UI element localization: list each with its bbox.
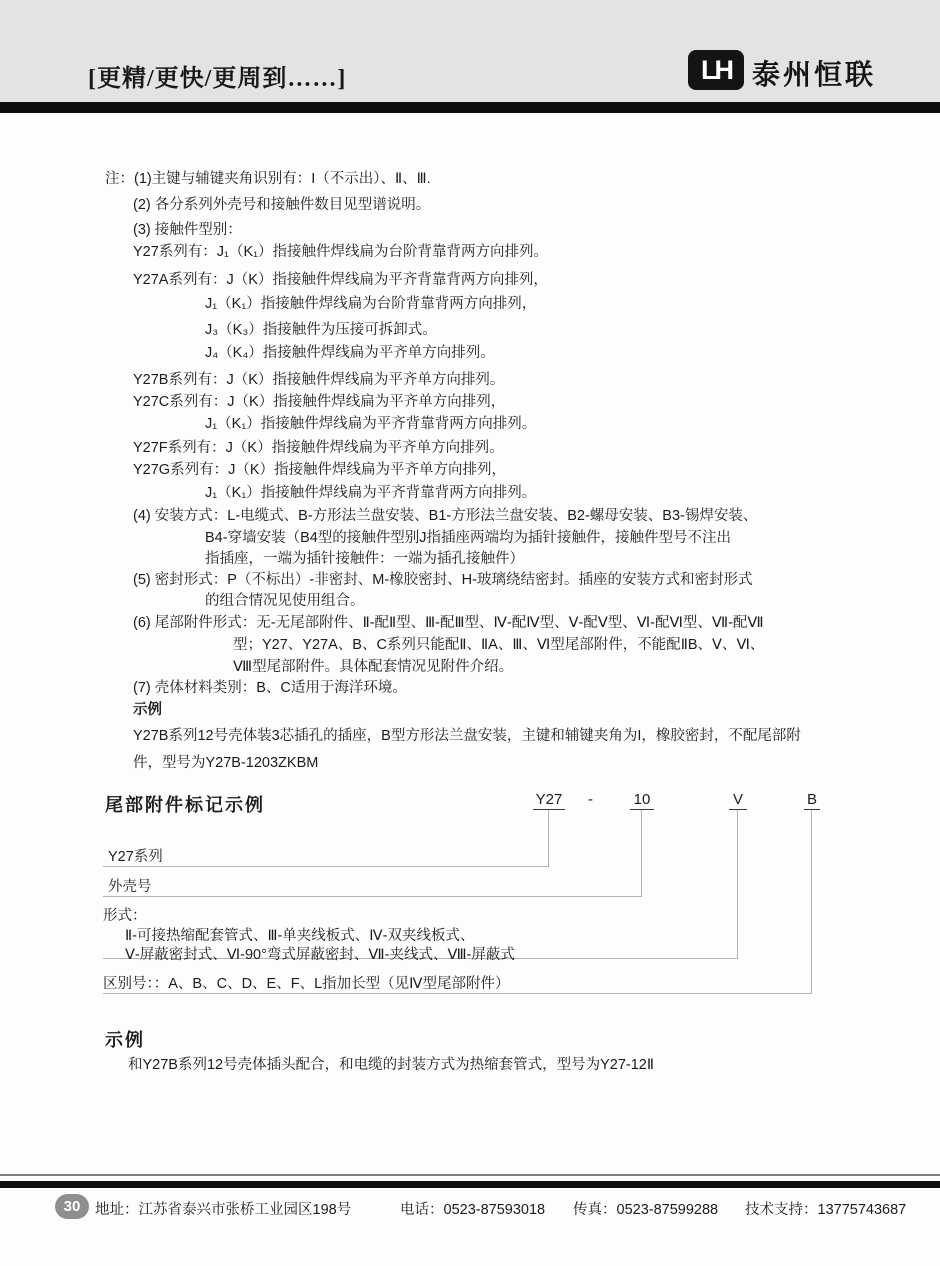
diagram-label-shell: 外壳号 — [108, 879, 152, 895]
note-line: (6) 尾部附件形式：无-无尾部附件、Ⅱ-配Ⅱ型、Ⅲ-配Ⅲ型、Ⅳ-配Ⅳ型、Ⅴ-配Ⅴ型、Ⅵ-配Ⅵ型、Ⅶ-配Ⅶ — [133, 615, 764, 631]
note-line: (3) 接触件型别： — [133, 222, 242, 238]
connector-line-series — [103, 866, 549, 867]
header-slogan: [更精/更快/更周到……] — [88, 66, 347, 92]
diagram-label-form-title: 形式： — [103, 908, 147, 924]
note-example-heading: 示例 — [133, 702, 162, 718]
note-line: J₄（K₄）指接触件焊线扁为平齐单方向排列。 — [205, 345, 495, 361]
note-line: Y27C系列有：J（K）指接触件焊线扁为平齐单方向排列， — [133, 394, 506, 410]
code-shell: 10 — [630, 791, 654, 810]
company-brand-name: 泰州恒联 — [752, 59, 877, 90]
note-line: (7) 壳体材料类别：B、C适用于海洋环境。 — [133, 680, 407, 696]
footer-fax: 传真：0523-87599288 — [573, 1202, 719, 1218]
connector-line-series — [548, 810, 549, 866]
diagram-label-series: Y27系列 — [108, 849, 163, 865]
note-line: Y27A系列有：J（K）指接触件焊线扁为平齐背靠背两方向排列， — [133, 272, 548, 288]
note-line: J₃（K₃）指接触件为压接可拆卸式。 — [205, 322, 437, 338]
footer-address: 地址：江苏省泰兴市张桥工业园区198号 — [95, 1202, 352, 1218]
note-line: Ⅷ型尾部附件。具体配套情况见附件介绍。 — [233, 659, 514, 675]
note-line: B4-穿墙安装（B4型的接触件型别J指插座两端均为插针接触件，接触件型号不注出 — [205, 530, 732, 546]
note-line: (4) 安装方式：L-电缆式、B-方形法兰盘安装、B1-方形法兰盘安装、B2-螺母安装、B3-锡焊安装、 — [133, 508, 758, 524]
note-line: 的组合情况见使用组合。 — [205, 593, 365, 609]
code-dash: - — [588, 791, 593, 808]
note-line: J₁（K₁）指接触件焊线扁为平齐背靠背两方向排列。 — [205, 485, 537, 501]
note-line: 指插座，一端为插针接触件：一端为插孔接触件） — [205, 551, 524, 567]
footer-phone: 电话：0523-87593018 — [400, 1202, 546, 1218]
note-line: (2) 各分系列外壳号和接触件数目见型谱说明。 — [133, 197, 431, 213]
connector-line-shell — [641, 810, 642, 896]
diagram-label-form-options: Ⅴ-屏蔽密封式、Ⅵ-90°弯式屏蔽密封、Ⅶ-夹线式、Ⅷ-屏蔽式 — [125, 947, 515, 963]
diagram-label-form-options: Ⅱ-可接热缩配套管式、Ⅲ-单夹线板式、Ⅳ-双夹线板式、 — [125, 928, 475, 944]
example-title: 示例 — [105, 1030, 145, 1050]
code-form: V — [729, 791, 747, 810]
footer-thin-rule — [0, 1174, 940, 1176]
page-number-badge: 30 — [55, 1194, 89, 1219]
note-line: J₁（K₁）指接触件焊线扁为台阶背靠背两方向排列， — [205, 296, 537, 312]
note-line: Y27系列有：J₁（K₁）指接触件焊线扁为台阶背靠背两方向排列。 — [133, 244, 549, 260]
note-line: Y27F系列有：J（K）指接触件焊线扁为平齐单方向排列。 — [133, 440, 504, 456]
code-variant: B — [804, 791, 820, 810]
note-line: Y27G系列有：J（K）指接触件焊线扁为平齐单方向排列， — [133, 462, 506, 478]
note-line: 件，型号为Y27B-1203ZKBM — [133, 755, 319, 771]
connector-line-variant — [811, 810, 812, 993]
code-series: Y27 — [533, 791, 565, 810]
footer-support: 技术支持：13775743687 — [745, 1202, 907, 1218]
example-text: 和Y27B系列12号壳体插头配合，和电缆的封装方式为热缩套管式，型号为Y27-12Ⅱ — [128, 1057, 654, 1073]
note-line: 型；Y27、Y27A、B、C系列只能配Ⅱ、ⅡA、Ⅲ、Ⅵ型尾部附件，不能配ⅡB、Ⅴ、Ⅵ、 — [233, 637, 765, 653]
note-line: Y27B系列有：J（K）指接触件焊线扁为平齐单方向排列。 — [133, 372, 505, 388]
header-divider-bar — [0, 102, 940, 113]
note-line: J₁（K₁）指接触件焊线扁为平齐背靠背两方向排列。 — [205, 416, 537, 432]
diagram-label-variant: 区别号：：A、B、C、D、E、F、L指加长型（见Ⅳ型尾部附件） — [103, 976, 510, 992]
company-logo-icon: LH — [688, 50, 744, 90]
note-line: (5) 密封形式：P（不标出）-非密封、M-橡胶密封、H-玻璃绕结密封。插座的安装方式和密封形式 — [133, 572, 753, 588]
note-line: 注：(1)主键与辅键夹角识别有：I（不示出）、Ⅱ、Ⅲ. — [105, 171, 431, 187]
connector-line-variant — [103, 993, 812, 994]
connector-line-form — [737, 810, 738, 958]
note-line: Y27B系列12号壳体装3芯插孔的插座，B型方形法兰盘安装，主键和辅键夹角为I，橡胶密封，不配尾部附 — [133, 728, 801, 744]
diagram-title: 尾部附件标记示例 — [105, 795, 265, 815]
footer-black-bar — [0, 1181, 940, 1188]
connector-line-shell — [103, 896, 642, 897]
